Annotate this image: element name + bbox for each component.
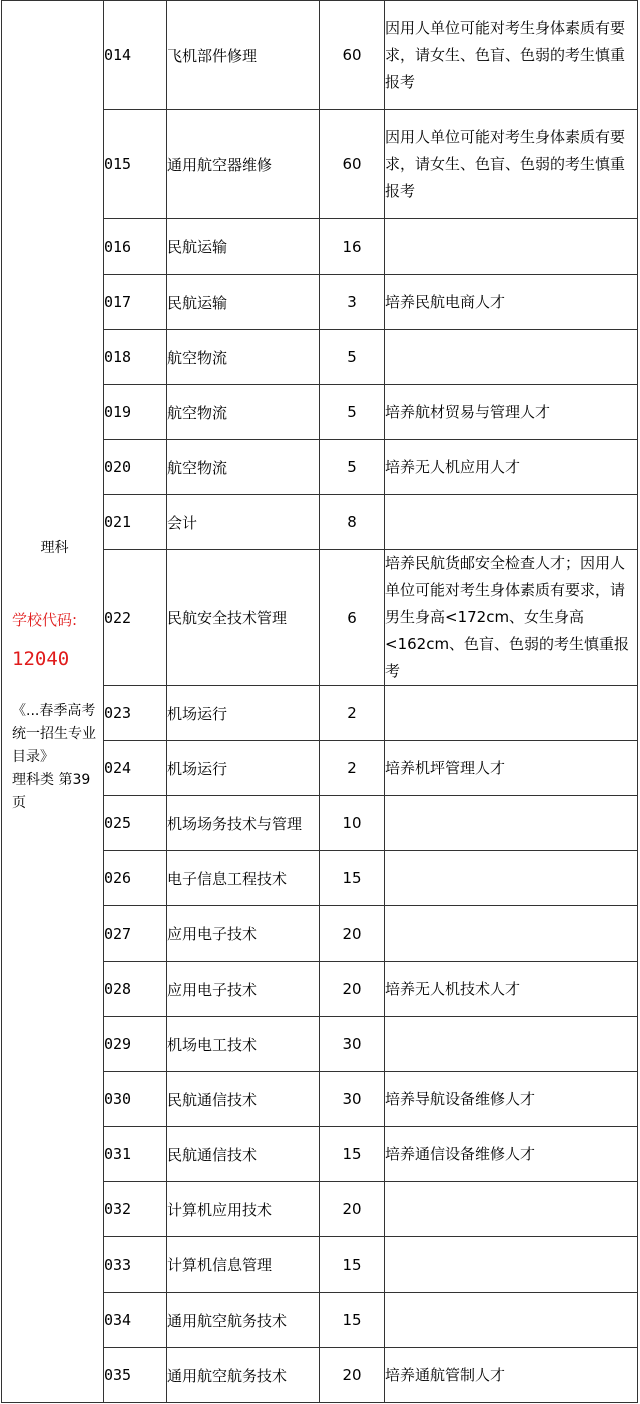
- enrollment-count-cell: 15: [320, 1237, 385, 1293]
- major-table: [1, 0, 638, 1403]
- enrollment-count-cell: 15: [320, 1127, 385, 1182]
- major-note-cell: [385, 1237, 638, 1293]
- major-code-cell: 015: [104, 110, 167, 219]
- major-name-cell: 通用航空航务技术: [167, 1348, 320, 1403]
- enrollment-count-cell: 5: [320, 330, 385, 385]
- major-code-cell: 014: [104, 1, 167, 110]
- enrollment-count-cell: 2: [320, 741, 385, 796]
- enrollment-count-cell: 3: [320, 275, 385, 330]
- major-note-cell: 培养民航货邮安全检查人才；因用人单位可能对考生身体素质有要求，请男生身高<172cm、女生身高<162cm、色盲、色弱的考生慎重报考: [385, 550, 638, 686]
- catalog-title: 《...春季高考统一招生专业目录》: [12, 703, 96, 765]
- enrollment-count-cell: 60: [320, 1, 385, 110]
- major-name-cell: 航空物流: [167, 330, 320, 385]
- major-code-cell: 030: [104, 1072, 167, 1127]
- major-name-cell: 航空物流: [167, 440, 320, 495]
- major-note-cell: [385, 1017, 638, 1072]
- major-note-cell: 因用人单位可能对考生身体素质有要求，请女生、色盲、色弱的考生慎重报考: [385, 110, 638, 219]
- major-code-cell: 025: [104, 796, 167, 851]
- major-code-cell: 021: [104, 495, 167, 550]
- category-label: 理科: [40, 540, 69, 556]
- major-name-cell: 民航安全技术管理: [167, 550, 320, 686]
- major-code-cell: 028: [104, 962, 167, 1017]
- major-note-cell: [385, 219, 638, 275]
- enrollment-count-cell: 20: [320, 1182, 385, 1237]
- school-code-label: 学校代码:: [12, 611, 78, 629]
- major-note-cell: [385, 796, 638, 851]
- enrollment-count-cell: 30: [320, 1017, 385, 1072]
- enrollment-count-cell: 2: [320, 686, 385, 741]
- major-name-cell: 会计: [167, 495, 320, 550]
- sidebar-content: [2, 537, 103, 815]
- major-code-cell: 034: [104, 1293, 167, 1348]
- major-name-cell: 通用航空航务技术: [167, 1293, 320, 1348]
- enrollment-count-cell: 60: [320, 110, 385, 219]
- enrollment-count-cell: 5: [320, 385, 385, 440]
- major-code-cell: 023: [104, 686, 167, 741]
- enrollment-count-cell: 30: [320, 1072, 385, 1127]
- major-name-cell: 民航通信技术: [167, 1127, 320, 1182]
- major-code-cell: 035: [104, 1348, 167, 1403]
- enrollment-count-cell: 8: [320, 495, 385, 550]
- enrollment-count-cell: 20: [320, 1348, 385, 1403]
- major-note-cell: [385, 1182, 638, 1237]
- enrollment-count-cell: 15: [320, 1293, 385, 1348]
- major-note-cell: 培养航材贸易与管理人才: [385, 385, 638, 440]
- major-code-cell: 024: [104, 741, 167, 796]
- major-name-cell: 机场电工技术: [167, 1017, 320, 1072]
- major-note-cell: [385, 906, 638, 962]
- major-note-cell: 培养通航管制人才: [385, 1348, 638, 1403]
- major-table-body: [2, 1, 638, 1403]
- major-note-cell: 培养导航设备维修人才: [385, 1072, 638, 1127]
- major-code-cell: 016: [104, 219, 167, 275]
- major-code-cell: 032: [104, 1182, 167, 1237]
- major-name-cell: 机场运行: [167, 686, 320, 741]
- catalog-page: 理科类 第39页: [12, 772, 91, 811]
- major-note-cell: 培养无人机应用人才: [385, 440, 638, 495]
- enrollment-count-cell: 16: [320, 219, 385, 275]
- major-note-cell: 培养无人机技术人才: [385, 962, 638, 1017]
- major-code-cell: 020: [104, 440, 167, 495]
- major-name-cell: 机场运行: [167, 741, 320, 796]
- major-code-cell: 017: [104, 275, 167, 330]
- major-code-cell: 027: [104, 906, 167, 962]
- major-code-cell: 019: [104, 385, 167, 440]
- major-note-cell: 培养机坪管理人才: [385, 741, 638, 796]
- major-code-cell: 033: [104, 1237, 167, 1293]
- major-name-cell: 机场场务技术与管理: [167, 796, 320, 851]
- major-note-cell: [385, 851, 638, 906]
- major-code-cell: 031: [104, 1127, 167, 1182]
- major-note-cell: 培养民航电商人才: [385, 275, 638, 330]
- major-name-cell: 应用电子技术: [167, 906, 320, 962]
- enrollment-count-cell: 20: [320, 906, 385, 962]
- major-name-cell: 民航运输: [167, 275, 320, 330]
- major-note-cell: [385, 1293, 638, 1348]
- major-name-cell: 计算机应用技术: [167, 1182, 320, 1237]
- major-name-cell: 电子信息工程技术: [167, 851, 320, 906]
- major-note-cell: [385, 686, 638, 741]
- enrollment-count-cell: 10: [320, 796, 385, 851]
- enrollment-count-cell: 6: [320, 550, 385, 686]
- major-note-cell: [385, 330, 638, 385]
- enrollment-count-cell: 5: [320, 440, 385, 495]
- enrollment-count-cell: 15: [320, 851, 385, 906]
- major-name-cell: 飞机部件修理: [167, 1, 320, 110]
- major-name-cell: 通用航空器维修: [167, 110, 320, 219]
- school-code-value: 12040: [12, 648, 70, 670]
- major-code-cell: 029: [104, 1017, 167, 1072]
- major-code-cell: 018: [104, 330, 167, 385]
- table-row: [2, 1, 638, 110]
- major-name-cell: 民航运输: [167, 219, 320, 275]
- major-name-cell: 计算机信息管理: [167, 1237, 320, 1293]
- major-name-cell: 应用电子技术: [167, 962, 320, 1017]
- major-note-cell: 培养通信设备维修人才: [385, 1127, 638, 1182]
- sidebar-cell: [2, 1, 104, 1403]
- major-code-cell: 026: [104, 851, 167, 906]
- major-name-cell: 民航通信技术: [167, 1072, 320, 1127]
- major-note-cell: [385, 495, 638, 550]
- major-name-cell: 航空物流: [167, 385, 320, 440]
- enrollment-count-cell: 20: [320, 962, 385, 1017]
- major-code-cell: 022: [104, 550, 167, 686]
- major-note-cell: 因用人单位可能对考生身体素质有要求，请女生、色盲、色弱的考生慎重报考: [385, 1, 638, 110]
